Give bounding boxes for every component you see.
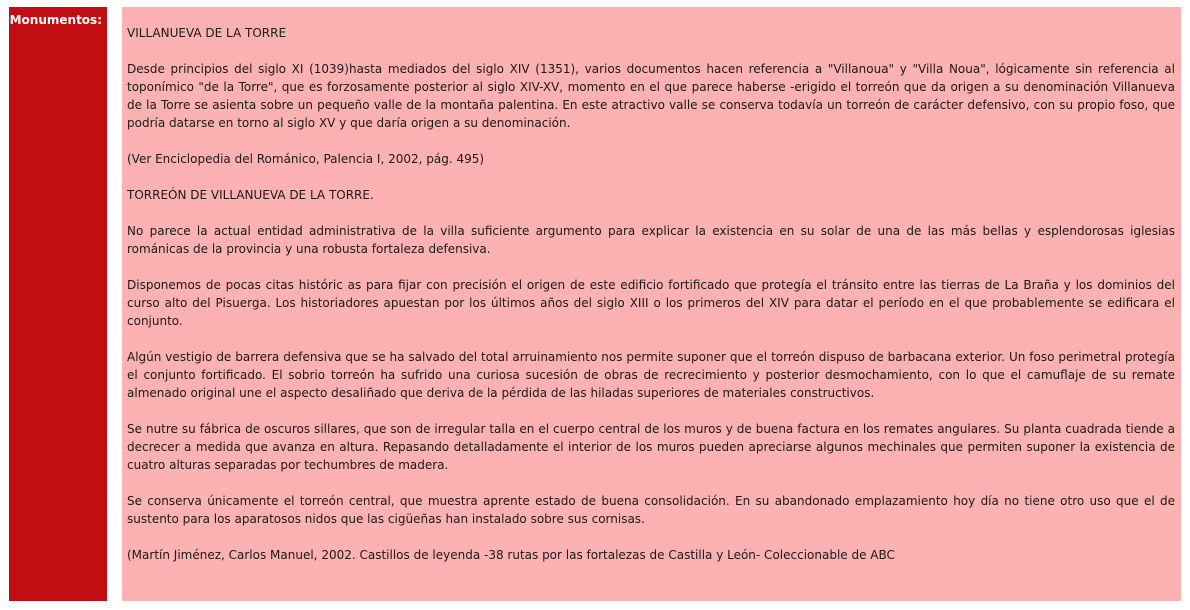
- administrative-paragraph: No parece la actual entidad administrativa de la villa suficiente argumento para explicar la existencia en su solar de una de las más bellas y esplendorosas iglesias románicas de la provincia y una robusta fortaleza defensiva.: [127, 224, 1175, 256]
- tower-heading: TORREÓN DE VILLANUEVA DE LA TORRE.: [127, 188, 374, 202]
- monument-description-cell: [122, 7, 1181, 601]
- barrier-paragraph: Algún vestigio de barrera defensiva que se ha salvado del total arruinamiento nos permite suponer que el torreón dispuso de barbacana exterior. Un foso perimetral protegía el conjunto fortificado. El sobrio torreón ha sufrido una curiosa sucesión de obras de recrecimiento y posterior desmochamiento, con lo que el camuflaje de su remate almenado original une el aspecto desaliñado que deriva de la pérdida de las hiladas superiores de materiales constructivos.: [127, 350, 1175, 400]
- reference-paragraph: (Ver Enciclopedia del Románico, Palencia I, 2002, pág. 495): [127, 152, 485, 166]
- citation-paragraph: (Martín Jiménez, Carlos Manuel, 2002. Castillos de leyenda -38 rutas por las fortalezas de Castilla y León- Coleccionable de ABC: [127, 548, 895, 562]
- conservation-paragraph: Se conserva únicamente el torreón central, que muestra aprente estado de buena consolidación. En su abandonado emplazamiento hoy día no tiene otro uso que el de sustento para los aparatosos nidos que las cigüeñas han instalado sobre sus cornisas.: [127, 494, 1175, 526]
- monument-title: VILLANUEVA DE LA TORRE: [127, 26, 287, 40]
- section-label-cell: [9, 7, 107, 601]
- history-paragraph: Desde principios del siglo XI (1039)hasta mediados del siglo XIV (1351), varios documentos hacen referencia a "Villanoua" y "Villa Noua", lógicamente sin referencia al toponímico "de la Torre", que es forzosamente posterior al siglo XIV-XV, momento en el que parece haberse -erigido el torreón que da origen a su denominación Villanueva de la Torre se asienta sobre un pequeño valle de la montaña palentina. En este atractivo valle se conserva todavía un torreón de carácter defensivo, con su propio foso, que podría datarse en torno al siglo XV y que daría origen a su denominación.: [127, 62, 1175, 130]
- origin-paragraph: Disponemos de pocas citas históric as para fijar con precisión el origen de este edificio fortificado que protegía el tránsito entre las tierras de La Braña y los dominios del curso alto del Pisuerga. Los historiadores apuestan por los últimos años del siglo XIII o los primeros del XIV para datar el período en el que probablemente se edificara el conjunto.: [127, 278, 1175, 328]
- monument-info-table: [9, 7, 1181, 601]
- masonry-paragraph: Se nutre su fábrica de oscuros sillares, que son de irregular talla en el cuerpo central de los muros y de buena factura en los remates angulares. Su planta cuadrada tiende a decrecer a medida que avanza en altura. Repasando detalladamente el interior de los muros pueden apreciarse algunos mechinales que permiten suponer la existencia de cuatro alturas separadas por techumbres de madera.: [127, 422, 1175, 472]
- section-label: Monumentos:: [9, 13, 102, 27]
